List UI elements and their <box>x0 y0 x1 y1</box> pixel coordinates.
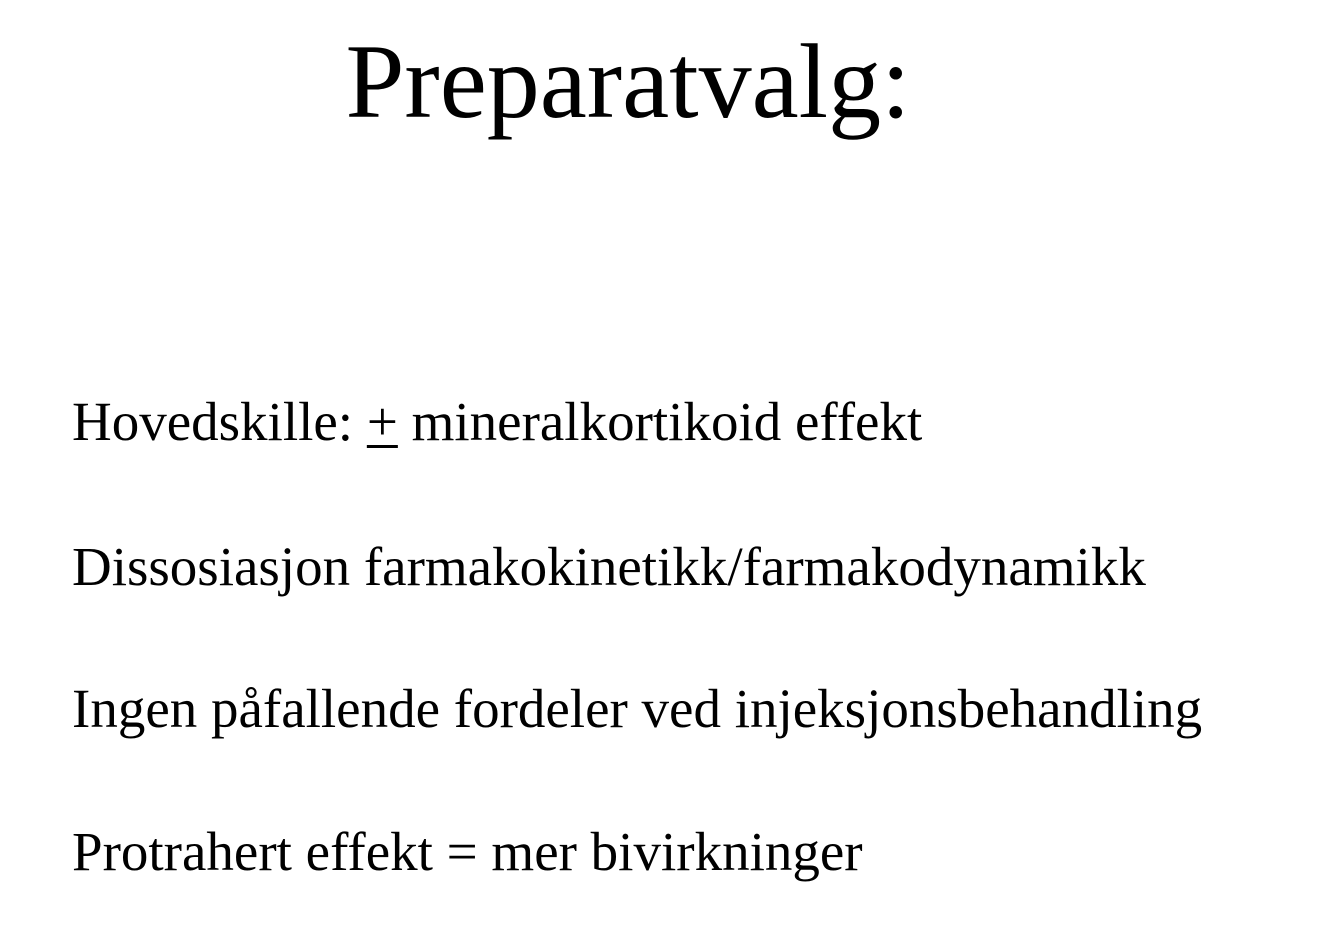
statement-main-distinction <box>72 390 922 454</box>
slide-title: Preparatvalg: <box>345 23 911 140</box>
plus-minus-symbol: + <box>366 391 398 452</box>
statement-suffix: mineralkortikoid effekt <box>397 391 923 452</box>
statement-injection-treatment: Ingen påfallende fordeler ved injeksjonsbehandling <box>72 678 1203 739</box>
statement-prefix: Hovedskille: <box>72 391 367 452</box>
statement-protracted-effect: Protrahert effekt = mer bivirkninger <box>72 821 863 882</box>
statement-dissociation: Dissosiasjon farmakokinetikk/farmakodynamikk <box>72 536 1146 597</box>
